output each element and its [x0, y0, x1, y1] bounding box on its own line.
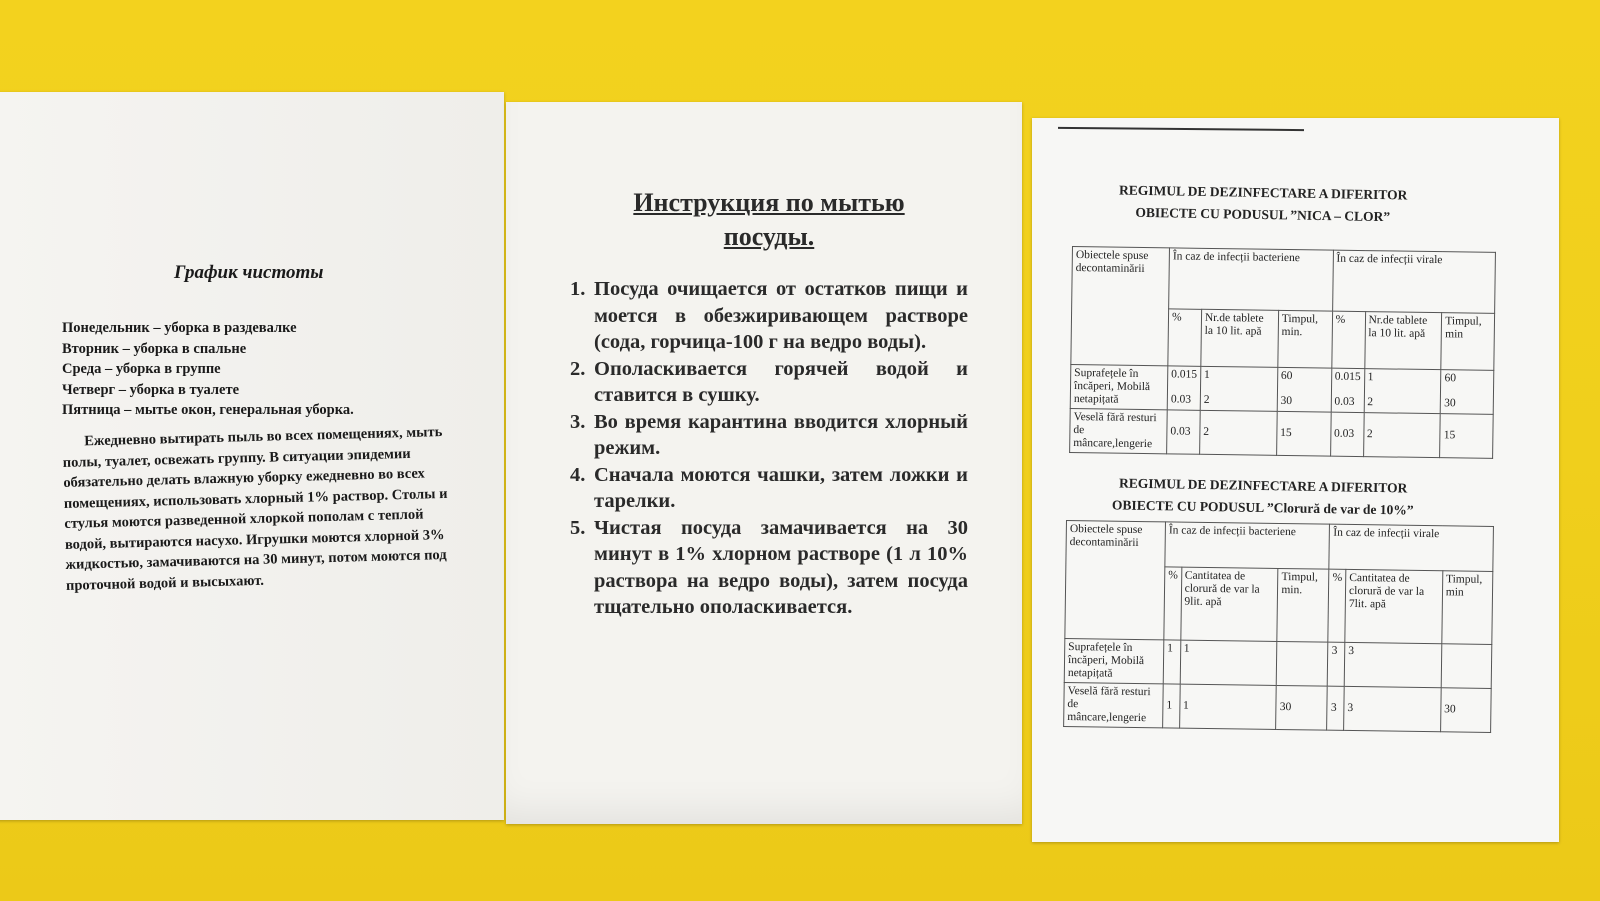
- schedule-friday: Пятница – мытье окон, генеральная уборка.: [62, 402, 354, 418]
- list-item: [570, 462, 968, 515]
- step-text: Во время карантина вводится хлорный режим.: [594, 410, 968, 459]
- header-time: Timpul, min: [1442, 571, 1493, 645]
- header-objects: Obiectele spuse decontaminării: [1065, 521, 1166, 640]
- weekday-schedule-list: [62, 318, 354, 421]
- cell-value: 30: [1280, 394, 1293, 408]
- cleaning-schedule-title: График чистоты: [174, 262, 324, 283]
- header-time: Timpul, min.: [1277, 568, 1329, 642]
- table-cell: [1277, 367, 1331, 412]
- list-item: [570, 515, 968, 621]
- clorura-table: [1063, 520, 1494, 733]
- regime-title-line: OBIECTE CU PODUSUL ”Clorură de var de 10%”: [1111, 497, 1414, 518]
- table-cell: 1: [1180, 640, 1277, 685]
- row-object: Veselă fără resturi de mâncare,lengerie: [1064, 682, 1164, 727]
- header-time: Timpul, min: [1441, 313, 1494, 371]
- header-time: Timpul, min.: [1278, 310, 1333, 368]
- table-cell: 3: [1344, 642, 1441, 687]
- schedule-thursday: Четверг – уборка в туалете: [62, 381, 240, 398]
- daily-cleaning-paragraph: Ежедневно вытирать пыль во всех помещениях, мыть полы, туалет, освежать группу. В ситуации эпидемии обязательно делать влажную уборку ежедневно во всех помещениях, использовать хлорный 1% раствор. Столы и стулья моются разведенной хлоркой пополам с теплой водой, вытираются насухо. Игрушки моются хлорной 3% жидкостью, замачиваются на 30 минут, потом моются под проточной водой и высыхают.: [62, 424, 448, 594]
- step-number: 4.: [570, 463, 586, 486]
- table-row: [1064, 682, 1492, 732]
- table-cell: 30: [1440, 688, 1491, 733]
- step-text: Ополаскивается горячей водой и ставится в сушку.: [594, 357, 968, 406]
- table-row: [1064, 638, 1492, 688]
- step-number: 1.: [570, 278, 586, 300]
- regime-title-clorura: [1090, 472, 1437, 522]
- header-bacterial: În caz de infecții bacteriene: [1169, 248, 1333, 311]
- cell-value: 0.03: [1334, 395, 1355, 408]
- cell-value: 2: [1367, 396, 1374, 409]
- step-number: 2.: [570, 357, 586, 380]
- row-object: Suprafețele în încăperi, Mobilă netapițată: [1064, 638, 1164, 683]
- table-cell: 2: [1199, 410, 1276, 455]
- step-number: 3.: [570, 410, 586, 433]
- header-bacterial: În caz de infecții bacteriene: [1165, 522, 1330, 569]
- regime-title-line: OBIECTE CU PODUSUL ”NICA – CLOR”: [1135, 204, 1391, 225]
- step-text: Чистая посуда замачивается на 30 минут в 1% хлорном растворе (1 л 10% раствора на ведро воды), затем посуда тщательно ополаскивается.: [594, 516, 968, 618]
- header-objects: Obiectele spuse decontaminării: [1071, 247, 1170, 366]
- cell-value: 30: [1444, 397, 1456, 410]
- table-cell: [1200, 366, 1277, 411]
- table-cell: [1364, 369, 1441, 414]
- cell-value: 0.015: [1334, 370, 1361, 384]
- step-number: 5.: [570, 516, 586, 539]
- header-quantity: Cantitatea de clorură de var la 7lit. apă: [1345, 569, 1443, 643]
- table-cell: 3: [1328, 642, 1345, 686]
- cell-value: 60: [1444, 372, 1457, 385]
- schedule-monday: Понедельник – уборка в раздевалке: [62, 320, 297, 336]
- table-cell: 1: [1163, 640, 1180, 684]
- table-cell: 0.03: [1167, 410, 1200, 454]
- table-cell: 3: [1327, 686, 1344, 730]
- table-row: [1070, 408, 1494, 458]
- table-cell: 30: [1276, 685, 1328, 730]
- nica-clor-table: [1069, 246, 1496, 459]
- header-tablets: Nr.de tablete la 10 lit. apă: [1364, 312, 1442, 370]
- list-item: [570, 356, 968, 409]
- table-cell: 1: [1163, 684, 1180, 728]
- cell-value: 2: [1203, 393, 1210, 406]
- table-cell: 1: [1179, 684, 1276, 729]
- table-cell: 3: [1344, 686, 1441, 731]
- list-item: [570, 409, 968, 462]
- schedule-wednesday: Среда – уборка в группе: [62, 361, 221, 377]
- regime-title-nica-clor: [1090, 179, 1437, 229]
- table-cell: [1441, 370, 1494, 415]
- cell-value: 1: [1204, 368, 1210, 381]
- header-percent: %: [1331, 311, 1365, 368]
- table-cell: 2: [1363, 413, 1440, 458]
- table-cell: [1331, 368, 1364, 412]
- step-text: Сначала моются чашки, затем ложки и тарелки.: [594, 463, 968, 512]
- header-percent: %: [1164, 567, 1182, 640]
- dishwashing-title: Инструкция по мытью посуды.: [633, 188, 905, 251]
- header-tablets: Nr.de tablete la 10 lit. apă: [1201, 309, 1279, 367]
- cell-value: 1: [1367, 371, 1374, 384]
- table-cell: [1167, 366, 1200, 410]
- header-quantity: Cantitatea de clorură de var la 9lit. apă: [1180, 567, 1278, 641]
- regime-title-line: REGIMUL DE DEZINFECTARE A DIFERITOR: [1118, 182, 1408, 203]
- dishwashing-steps: [570, 276, 968, 621]
- schedule-tuesday: Вторник – уборка в спальне: [62, 340, 247, 357]
- table-cell: [1277, 641, 1329, 686]
- cell-value: 0.03: [1170, 393, 1192, 406]
- table-cell: [1441, 644, 1492, 689]
- table-cell: 15: [1440, 414, 1493, 459]
- step-text: Посуда очищается от остатков пищи и моется в обезжиривающем растворе (сода, горчица-100 г на ведро воды).: [594, 278, 968, 353]
- cell-value: 0.015: [1171, 368, 1198, 381]
- header-percent: %: [1168, 309, 1202, 366]
- table-row: [1070, 364, 1494, 414]
- header-viral: În caz de infecții virale: [1332, 250, 1495, 313]
- cell-value: 60: [1280, 369, 1293, 383]
- row-object: Suprafețele în încăperi, Mobilă netapițată: [1070, 364, 1168, 409]
- list-item: [570, 276, 968, 356]
- table-cell: 15: [1276, 411, 1330, 456]
- table-cell: 0.03: [1330, 412, 1363, 456]
- header-viral: În caz de infecții virale: [1329, 524, 1493, 571]
- row-object: Veselă fără resturi de mâncare,lengerie: [1070, 408, 1168, 453]
- header-percent: %: [1328, 569, 1346, 642]
- regime-title-line: REGIMUL DE DEZINFECTARE A DIFERITOR: [1118, 475, 1408, 496]
